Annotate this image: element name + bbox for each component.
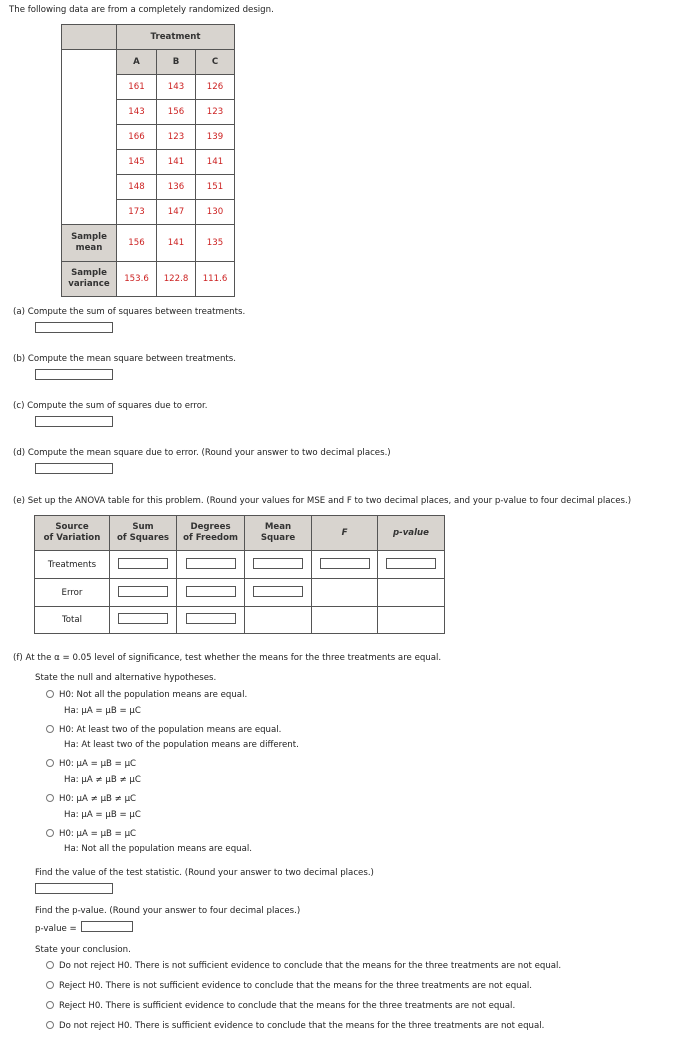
data-cell: 147 xyxy=(157,200,196,225)
radio-icon[interactable] xyxy=(46,961,54,969)
conclusion-option-2[interactable]: Reject H0. There is not sufficient evidence to conclude that the means for the three treatments are not equal. xyxy=(46,981,532,991)
df-treatments-input[interactable] xyxy=(186,558,236,569)
anova-header-source: Source of Variation xyxy=(35,516,110,551)
anova-header-ss: Sum of Squares xyxy=(110,516,177,551)
question-a: (a) Compute the sum of squares between treatments. xyxy=(13,307,246,317)
empty-cell xyxy=(312,607,378,634)
hypothesis-option-3-ha: Ha: μA ≠ μB ≠ μC xyxy=(64,775,141,785)
radio-icon[interactable] xyxy=(46,981,54,989)
empty-cell xyxy=(245,607,312,634)
question-c: (c) Compute the sum of squares due to error. xyxy=(13,401,208,411)
conclusion-option-1[interactable]: Do not reject H0. There is not sufficient evidence to conclude that the means for the three treatments are not equal. xyxy=(46,961,561,971)
data-cell: 123 xyxy=(157,125,196,150)
answer-a-input[interactable] xyxy=(35,322,113,333)
data-cell: 156 xyxy=(157,100,196,125)
data-cell: 141 xyxy=(196,150,235,175)
hypothesis-option-1[interactable]: H0: Not all the population means are equal. xyxy=(46,690,247,700)
data-cell: 143 xyxy=(157,75,196,100)
pvalue-answer-input[interactable] xyxy=(81,921,133,932)
anova-row-label-total: Total xyxy=(35,607,110,634)
df-error-cell xyxy=(177,579,245,607)
empty-cell xyxy=(378,579,445,607)
hypothesis-option-2[interactable]: H0: At least two of the population means are equal. xyxy=(46,725,281,735)
conclusion-option-3[interactable]: Reject H0. There is sufficient evidence to conclude that the means for the three treatments are not equal. xyxy=(46,1001,515,1011)
hypothesis-option-5[interactable]: H0: μA = μB = μC xyxy=(46,829,136,839)
sample-mean-b: 141 xyxy=(157,225,196,262)
treatment-header: Treatment xyxy=(117,25,235,50)
df-total-input[interactable] xyxy=(186,613,236,624)
data-table xyxy=(61,24,235,297)
data-cell: 136 xyxy=(157,175,196,200)
ms-treatments-input[interactable] xyxy=(253,558,303,569)
radio-icon[interactable] xyxy=(46,759,54,767)
row-label-blank xyxy=(62,50,117,225)
ss-total-cell xyxy=(110,607,177,634)
df-treatments-cell xyxy=(177,551,245,579)
question-e: (e) Set up the ANOVA table for this problem. (Round your values for MSE and F to two decimal places, and your p-value to four decimal places.) xyxy=(13,496,632,506)
anova-header-f: F xyxy=(312,516,378,551)
hypothesis-option-4-ha: Ha: μA = μB = μC xyxy=(64,810,141,820)
ms-treatments-cell xyxy=(245,551,312,579)
test-statistic-prompt: Find the value of the test statistic. (Round your answer to two decimal places.) xyxy=(35,868,374,878)
ss-error-input[interactable] xyxy=(118,586,168,597)
sample-variance-c: 111.6 xyxy=(196,262,235,297)
data-cell: 141 xyxy=(157,150,196,175)
radio-icon[interactable] xyxy=(46,725,54,733)
ms-error-input[interactable] xyxy=(253,586,303,597)
col-header-a: A xyxy=(117,50,157,75)
df-total-cell xyxy=(177,607,245,634)
data-cell: 148 xyxy=(117,175,157,200)
ms-error-cell xyxy=(245,579,312,607)
ss-treatments-input[interactable] xyxy=(118,558,168,569)
data-cell: 143 xyxy=(117,100,157,125)
pvalue-cell xyxy=(378,551,445,579)
data-cell: 145 xyxy=(117,150,157,175)
pvalue-input[interactable] xyxy=(386,558,436,569)
hypothesis-option-2-ha: Ha: At least two of the population means are different. xyxy=(64,740,299,750)
hypothesis-option-4[interactable]: H0: μA ≠ μB ≠ μC xyxy=(46,794,136,804)
conclusion-option-4[interactable]: Do not reject H0. There is sufficient evidence to conclude that the means for the three treatments are not equal. xyxy=(46,1021,544,1031)
answer-d-input[interactable] xyxy=(35,463,113,474)
conclusion-prompt: State your conclusion. xyxy=(35,945,131,955)
empty-cell xyxy=(312,579,378,607)
sample-mean-c: 135 xyxy=(196,225,235,262)
ss-treatments-cell xyxy=(110,551,177,579)
anova-header-pvalue: p-value xyxy=(378,516,445,551)
sample-variance-b: 122.8 xyxy=(157,262,196,297)
data-cell: 161 xyxy=(117,75,157,100)
data-cell: 151 xyxy=(196,175,235,200)
anova-row-label-treatments: Treatments xyxy=(35,551,110,579)
hypothesis-option-1-ha: Ha: μA = μB = μC xyxy=(64,706,141,716)
f-input[interactable] xyxy=(320,558,370,569)
col-header-c: C xyxy=(196,50,235,75)
ss-total-input[interactable] xyxy=(118,613,168,624)
data-cell: 130 xyxy=(196,200,235,225)
question-b: (b) Compute the mean square between treatments. xyxy=(13,354,236,364)
radio-icon[interactable] xyxy=(46,829,54,837)
answer-c-input[interactable] xyxy=(35,416,113,427)
radio-icon[interactable] xyxy=(46,1001,54,1009)
sample-mean-label: Sample mean xyxy=(62,225,117,262)
hypothesis-option-5-ha: Ha: Not all the population means are equal. xyxy=(64,844,252,854)
pvalue-prompt: Find the p-value. (Round your answer to four decimal places.) xyxy=(35,906,301,916)
anova-row-label-error: Error xyxy=(35,579,110,607)
anova-header-ms: Mean Square xyxy=(245,516,312,551)
col-header-b: B xyxy=(157,50,196,75)
data-cell: 173 xyxy=(117,200,157,225)
question-d: (d) Compute the mean square due to error. (Round your answer to two decimal places.) xyxy=(13,448,391,458)
radio-icon[interactable] xyxy=(46,794,54,802)
data-cell: 166 xyxy=(117,125,157,150)
empty-cell xyxy=(378,607,445,634)
ss-error-cell xyxy=(110,579,177,607)
radio-icon[interactable] xyxy=(46,690,54,698)
hypotheses-prompt: State the null and alternative hypotheses. xyxy=(35,673,217,683)
data-cell: 126 xyxy=(196,75,235,100)
sample-variance-label: Sample variance xyxy=(62,262,117,297)
data-cell: 139 xyxy=(196,125,235,150)
pvalue-label: p-value = xyxy=(35,924,77,934)
corner-cell xyxy=(62,25,117,50)
data-cell: 123 xyxy=(196,100,235,125)
anova-header-df: Degrees of Freedom xyxy=(177,516,245,551)
answer-b-input[interactable] xyxy=(35,369,113,380)
hypothesis-option-3[interactable]: H0: μA = μB = μC xyxy=(46,759,136,769)
anova-table xyxy=(34,515,445,634)
f-cell xyxy=(312,551,378,579)
radio-icon[interactable] xyxy=(46,1021,54,1029)
sample-variance-a: 153.6 xyxy=(117,262,157,297)
test-statistic-input[interactable] xyxy=(35,883,113,894)
df-error-input[interactable] xyxy=(186,586,236,597)
intro-text: The following data are from a completely randomized design. xyxy=(9,5,274,15)
question-f: (f) At the α = 0.05 level of significance, test whether the means for the three treatments are equal. xyxy=(13,653,442,663)
sample-mean-a: 156 xyxy=(117,225,157,262)
